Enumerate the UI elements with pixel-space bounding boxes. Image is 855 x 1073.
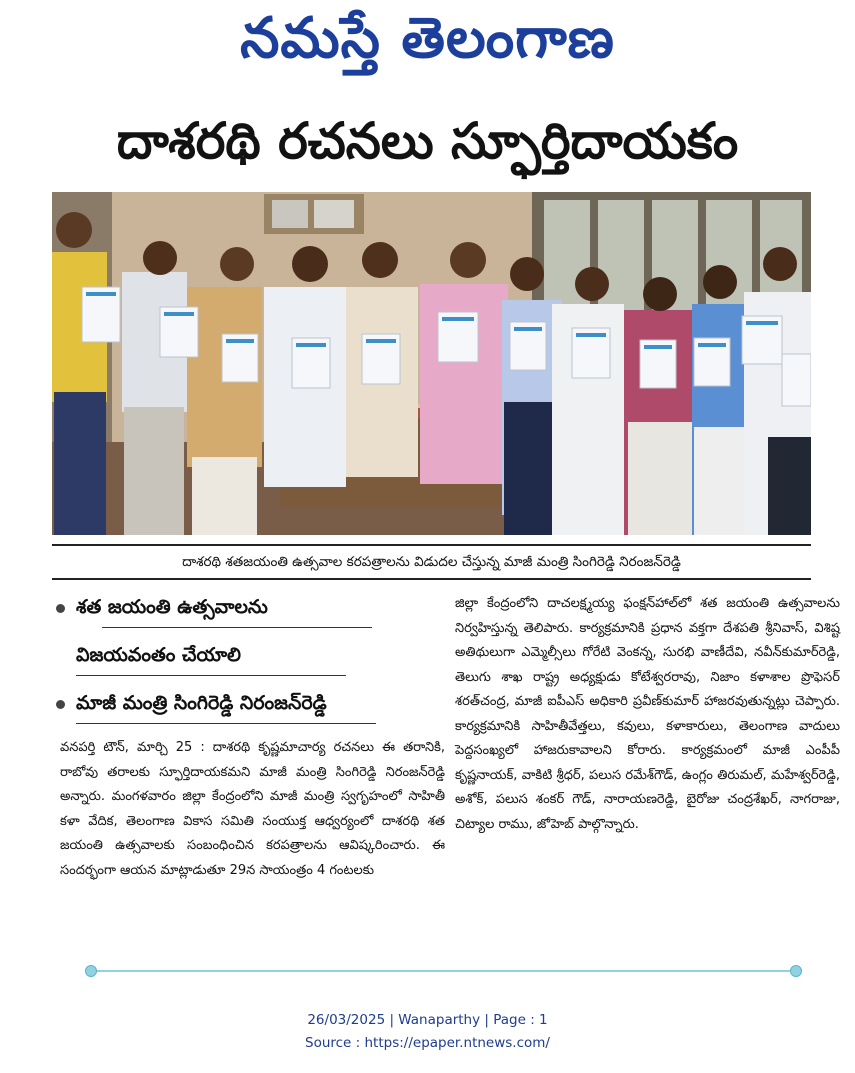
article-photo xyxy=(52,192,811,535)
article-body-left: వనపర్తి టౌన్, మార్చి 25 : దాశరథి కృష్ణమాచార్య రచనలు ఈ తరానికి, రాబోవు తరాలకు స్ఫూర్తిదాయకమని మాజీ మంత్రి సింగిరెడ్డి నిరంజన్‌రెడ్డి అన్నారు. మంగళవారం జిల్లా కేంద్రంలోని మాజీ మంత్రి స్వగృహంలో సాహితీ కళా వేదిక, తెలంగాణ వికాస సమితి సంయుక్త ఆధ్వర్యంలో దాశరథి శత జయంతి ఉత్సవాలకు సంబంధించిన కరపత్రాలను ఆవిష్కరించారు. ఈ సందర్భంగా ఆయన మాట్లాడుతూ 29న సాయంత్రం 4 గంటలకు xyxy=(60,740,445,878)
bullet-divider xyxy=(76,675,346,676)
highlight-bullet xyxy=(50,688,445,719)
divider-left-knob xyxy=(85,965,97,977)
article-body-right: జిల్లా కేంద్రంలోని దాచలక్ష్మయ్య ఫంక్షన్‌హాల్‌లో శత జయంతి ఉత్సవాలను నిర్వహిస్తున్న తెలిపారు. కార్యక్రమానికి ప్రధాన వక్తగా దేశపతి శ్రీనివాస్, విశిష్ట అతిథులుగా ఎమ్మెల్సీలు గోరేటి వెంకన్న, సురభి వాణీదేవి, నవీన్‌కుమార్‌రెడ్డి, తెలుగు శాఖ రాష్ట్ర అధ్యక్షుడు కోటేశ్వరరావు, నిజాం కళాశాల ప్రొఫెసర్ శరత్‌చంద్ర, మాజీ ఐపీఎస్ అధికారి ప్రవీణ్‌కుమార్ హాజరవుతున్నట్లు చెప్పారు. కార్యక్రమానికి సాహితీవేత్తలు, కవులు, కళాకారులు, తెలంగాణ వాదులు పెద్దసంఖ్యలో హాజరుకావాలని కోరారు. కార్యక్రమంలో మాజీ ఎంపీపీ కృష్ణనాయక్, వాకిటి శ్రీధర్, పలుస రమేశ్‌గౌడ్, ఉంగ్లం తిరుమల్, మహేశ్వర్‌రెడ్డి, అశోక్, పలుస శంకర్ గౌడ్, నారాయణరెడ్డి, బైరోజు చంద్రశేఖర్, నాగరాజు, చిట్యాల రాము, జోహెబ్ పాల్గొన్నారు. xyxy=(455,596,840,832)
bullet-line: శత జయంతి ఉత్సవాలను xyxy=(76,596,268,618)
bullet-dot-icon xyxy=(56,700,65,709)
footer-source-link[interactable]: Source : https://epaper.ntnews.com/ xyxy=(305,1035,550,1051)
divider-right-knob xyxy=(790,965,802,977)
highlight-bullet xyxy=(50,592,445,671)
left-column xyxy=(50,592,445,883)
newspaper-masthead: నమస్తే తెలంగాణ xyxy=(240,6,615,71)
right-column xyxy=(455,592,840,837)
bullet-divider xyxy=(102,627,372,628)
bullet-line: విజయవంతం చేయాలి xyxy=(76,644,241,666)
article-headline: దాశరథి రచనలు స్ఫూర్తిదాయకం xyxy=(116,112,739,170)
bullet-dot-icon xyxy=(56,604,65,613)
bullet-line: మాజీ మంత్రి సింగిరెడ్డి నిరంజన్‌రెడ్డి xyxy=(76,692,327,714)
bullet-divider xyxy=(76,723,376,724)
page-divider xyxy=(90,970,796,972)
photo-caption: దాశరథి శతజయంతి ఉత్సవాల కరపత్రాలను విడుదల చేస్తున్న మాజీ మంత్రి సింగిరెడ్డి నిరంజన్‌రెడ్డి xyxy=(52,544,811,580)
footer-date-edition: 26/03/2025 | Wanaparthy | Page : 1 xyxy=(307,1012,548,1028)
